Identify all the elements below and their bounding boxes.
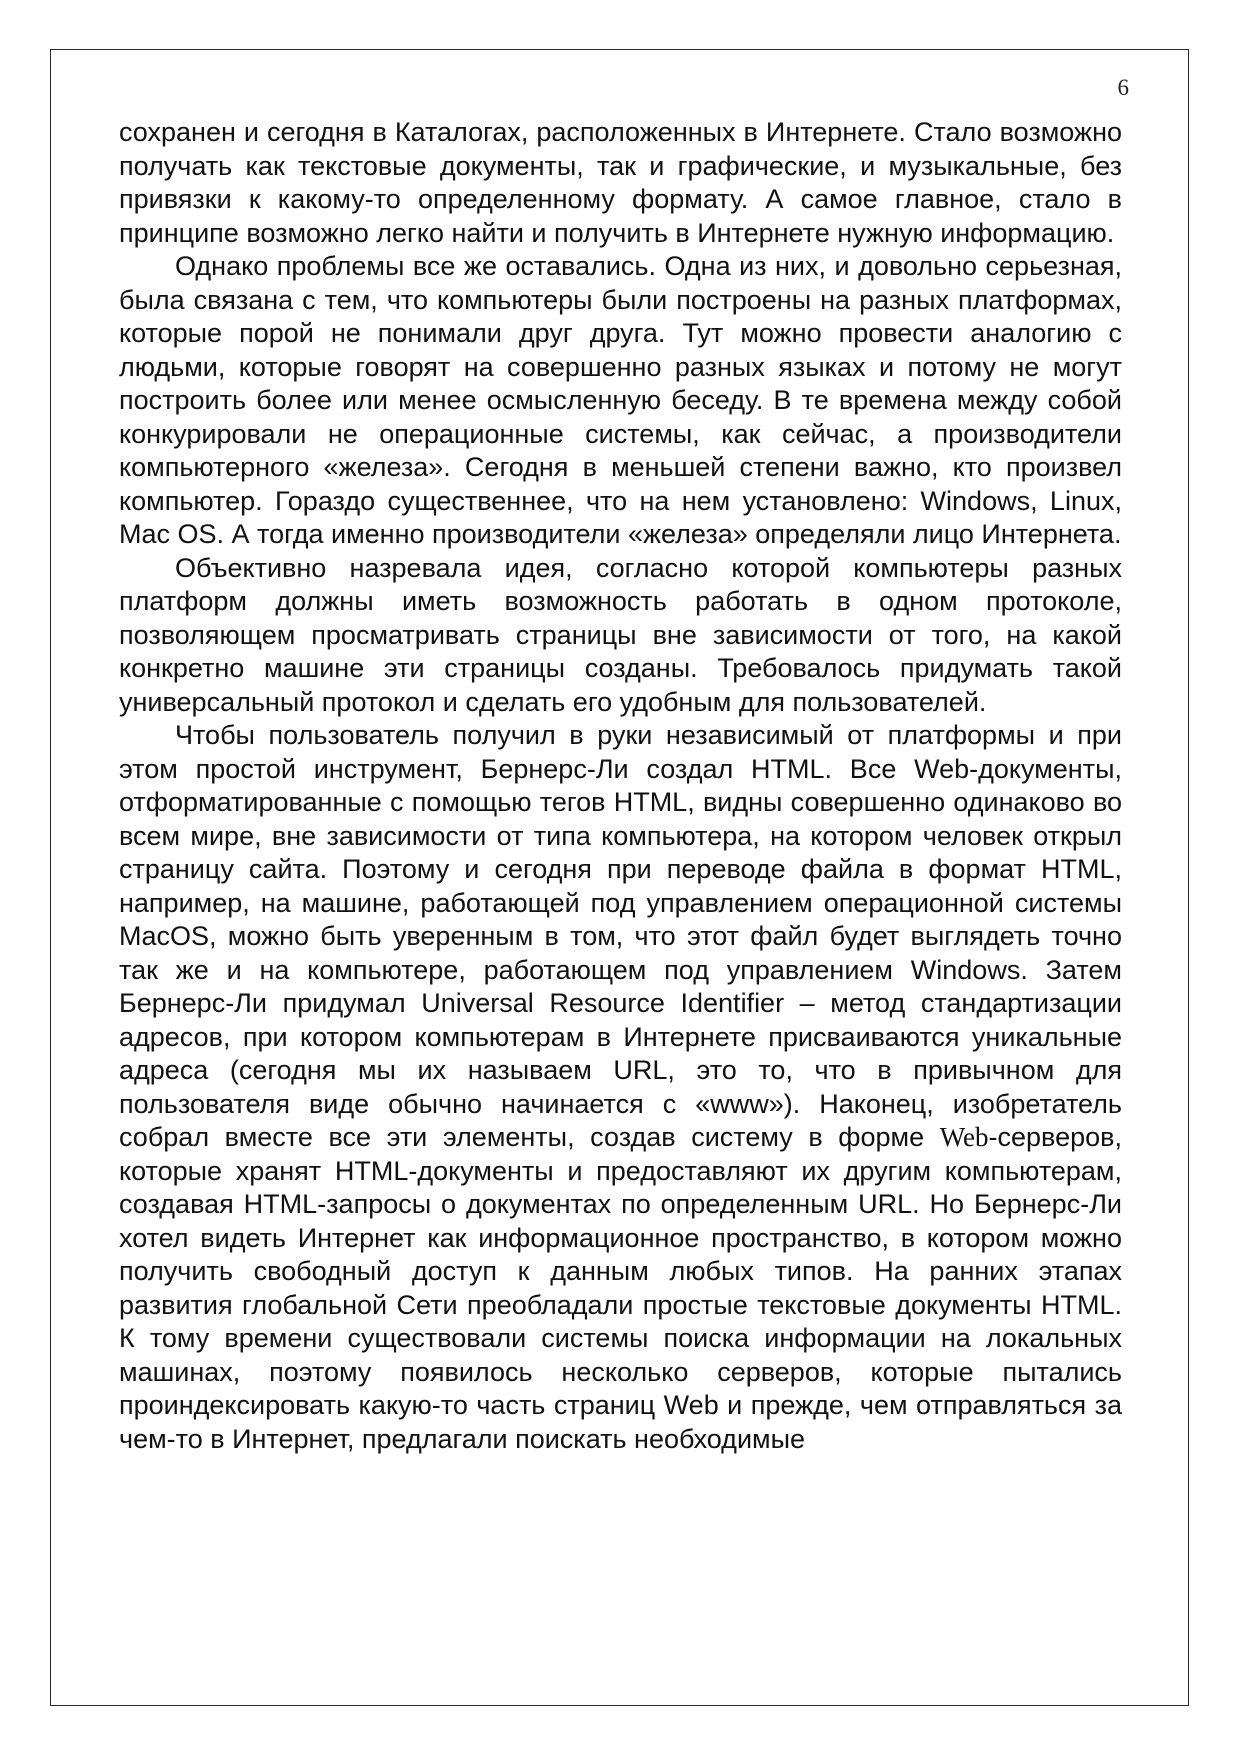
paragraph-3: Объективно назревала идея, согласно которой компьютеры разных платформ должны иметь возможность работать в одном протоколе, позволяющем просматривать страницы вне зависимости от того, на какой конкретно машине эти страницы созданы. Требовалось придумать такой универсальный протокол и сделать его удобным для пользователей. <box>119 552 1122 717</box>
paragraph-4-part-2: -серверов, которые хранят HTML-документы и предоставляют их другим компьютерам, создавая HTML-запросы о документах по определенным URL. Но Бернерс-Ли хотел видеть Интернет как информационное пространство, в котором можно получить свободный доступ к данным любых типов. На ранних этапах развития глобальной Сети преобладали простые текстовые документы HTML. К тому времени существовали системы поиска информации на локальных машинах, поэтому появилось несколько серверов, которые пытались проиндексировать какую-то часть страниц Web и прежде, чем отправляться за чем-то в Интернет, предлагали поискать необходимые <box>119 1122 1122 1454</box>
paragraph-2: Однако проблемы все же оставались. Одна из них, и довольно серьезная, была связана с тем, что компьютеры были построены на разных платформах, которые порой не понимали друг друга. Тут можно провести аналогию с людьми, которые говорят на совершенно разных языках и потому не могут построить более или менее осмысленную беседу. В те времена между собой конкурировали не операционные системы, как сейчас, а производители компьютерного «железа». Сегодня в меньшей степени важно, кто произвел компьютер. Гораздо существеннее, что на нем установлено: Windows, Linux, Mac OS. А тогда именно производители «железа» определяли лицо Интернета. <box>119 251 1122 549</box>
paragraph-1: сохранен и сегодня в Каталогах, расположенных в Интернете. Стало возможно получать как текстовые документы, так и графические, и музыкальные, без привязки к какому-то определенному формату. А самое главное, стало в принципе возможно легко найти и получить в Интернете нужную информацию. <box>119 117 1122 248</box>
paragraph-4-part-1: Чтобы пользователь получил в руки независимый от платформы и при этом простой инструмент, Бернерс-Ли создал HTML. Все Web-документы, отформатированные с помощью тегов HTML, видны совершенно одинаково во всем мире, вне зависимости от типа компьютера, на котором человек открыл страницу сайта. Поэтому и сегодня при переводе файла в формат HTML, например, на машине, работающей под управлением операционной системы MacOS, можно быть уверенным в том, что этот файл будет выглядеть точно так же и на компьютере, работающем под управлением Windows. Затем Бернерс-Ли придумал Universal Resource Identifier – метод стандартизации адресов, при котором компьютерам в Интернете присваиваются уникальные адреса (сегодня мы их называем URL, это то, что в привычном для пользователя виде обычно начинается с «www»). Наконец, изобретатель собрал вместе все эти элементы, создав систему в форме <box>119 720 1122 1152</box>
page-number: 6 <box>1117 75 1129 100</box>
document-body <box>119 116 1122 1456</box>
paragraph-4-serif-web: Web <box>939 1122 989 1152</box>
paragraph-4 <box>119 719 1122 1456</box>
